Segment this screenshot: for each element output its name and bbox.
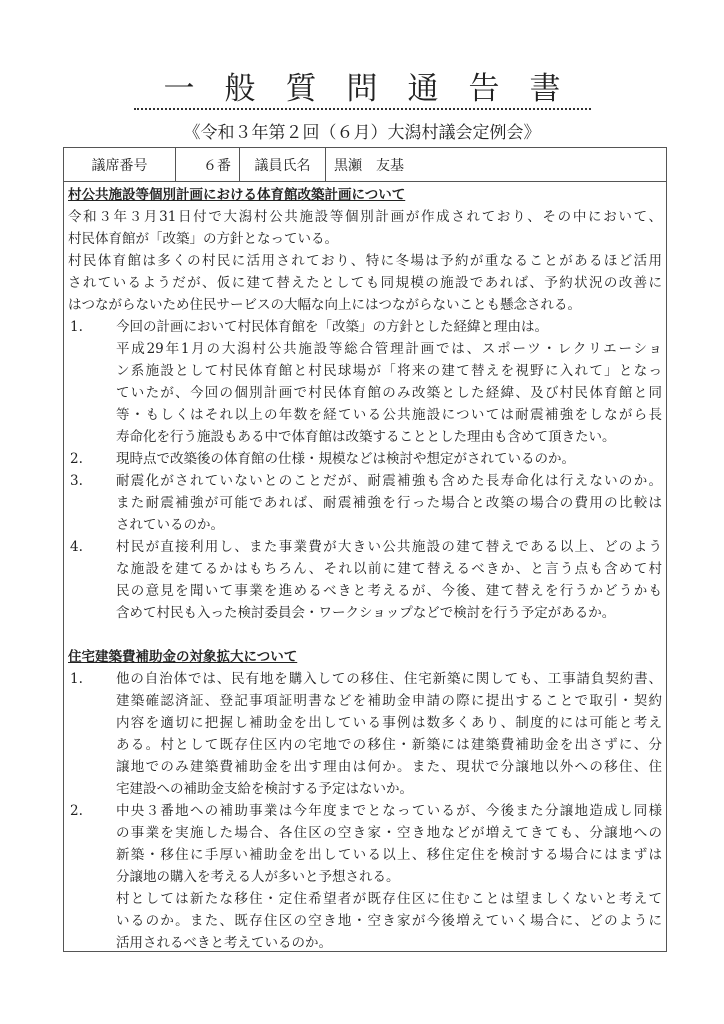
text-line: 民の意見を聞いて事業を進めるべきと考えるが、今後、建て替えを行うかどうかも [116, 583, 662, 599]
text-line: 他の自治体では、民有地を購入しての移住、住宅新築に関しても、工事請負契約書、 [116, 671, 662, 687]
text-line: 中央３番地への補助事業は今年度までとなっているが、今後また分譲地造成し同様 [116, 803, 662, 819]
document-title-text: 一般質問通告書 [134, 70, 591, 110]
seat-number-label: 議席番号 [64, 148, 176, 181]
text-line: 令和３年３月31日付で大潟村公共施設等個別計画が作成されており、その中において、 [68, 209, 662, 225]
text-line: 譲地でのみ建築費補助金を出す理由は何か。また、現状で分譲地以外への移住、住 [116, 759, 662, 775]
text-line: ある。村として既存住区内の宅地での移住・新築には建築費補助金を出さずに、分 [116, 737, 662, 753]
item-supplement [116, 338, 662, 448]
text-line: されているのか。 [116, 517, 224, 533]
text-line: ン系施設として村民体育館と村民球場が「将来の建て替えを視野に入れて」となっ [116, 363, 662, 379]
document-title [0, 70, 724, 110]
question-item [68, 448, 662, 470]
text-line: ていたが、今回の個別計画で村民体育館のみ改築とした経緯、及び村民体育館と同 [116, 385, 662, 401]
item-text [116, 800, 662, 954]
text-line: 耐震化がされていないとのことだが、耐震補強も含めた長寿命化は行えないのか。 [116, 473, 662, 489]
text-line: の事業を実施した場合、各住区の空き家・空き地などが増えてきても、分譲地への [116, 825, 662, 841]
member-name-value: 黒瀬 友基 [334, 157, 404, 174]
question-body [64, 182, 666, 954]
text-line: 等・もしくはそれ以上の年数を経ている公共施設については耐震補強をしながら長 [116, 407, 662, 423]
text-line: 内容を適切に把握し補助金を出している事例は数多くあり、制度的には可能と考え [116, 715, 662, 731]
text-line: 平成29年1月の大潟村公共施設等総合管理計画では、スポーツ・レクリエーショ [116, 341, 662, 357]
text-line: 建築確認済証、登記事項証明書などを補助金申請の際に提出することで取引・契約 [116, 693, 662, 709]
section-gap [68, 624, 662, 646]
text-line: な施設を建てるかはもちろん、それ以前に建て替えるべきか、と言う点も含めて村 [116, 561, 662, 577]
item-number: 2. [70, 803, 83, 819]
item-number: 4. [70, 539, 83, 555]
notice-table [63, 147, 667, 952]
item-text [116, 668, 662, 800]
item-number: 1. [70, 671, 83, 687]
paragraph [68, 206, 662, 250]
text-line: 村民体育館が「改築」の方針となっている。 [68, 231, 338, 247]
item-text [116, 316, 662, 448]
item-text [116, 536, 662, 624]
question-section [68, 646, 662, 954]
paragraph [68, 250, 662, 316]
text-line: いるのか。また、既存住区の空き地・空き家が今後増えていく場合に、どのように [116, 913, 662, 929]
question-item [68, 668, 662, 800]
item-supplement [116, 888, 662, 954]
text-line: 村民が直接利用し、また事業費が大きい公共施設の建て替えである以上、どのよう [116, 539, 662, 555]
question-section [68, 184, 662, 624]
question-item [68, 316, 662, 448]
item-number: 1. [70, 319, 83, 335]
text-line: されているようだが、仮に建て替えたとしても同規模の施設であれば、予約状況の改善に [68, 275, 662, 291]
text-line: 分譲地の購入を考える人が多いと予想される。 [116, 869, 400, 885]
member-name-label: 議員氏名 [240, 148, 326, 181]
item-number: 2. [70, 451, 83, 467]
member-info-row [64, 148, 666, 182]
text-line: 宅建設への補助金支給を検討する予定はないか。 [116, 781, 413, 797]
question-item [68, 470, 662, 536]
section-heading: 住宅建築費補助金の対象拡大について [68, 649, 298, 665]
item-text [116, 448, 662, 470]
text-line: 活用されるべきと考えているのか。 [116, 935, 332, 951]
text-line: 今回の計画において村民体育館を「改築」の方針とした経緯と理由は。 [116, 319, 548, 335]
text-line: 村民体育館は多くの村民に活用されており、特に冬場は予約が重なることがあるほど活用 [68, 253, 662, 269]
text-line: 含めて村民も入った検討委員会・ワークショップなどで検討を行う予定があるか。 [116, 605, 616, 621]
question-item [68, 536, 662, 624]
seat-number-value: ６番 [176, 148, 240, 181]
text-line: 寿命化を行う施設もある中で体育館は改築することとした理由も含めて頂きたい。 [116, 429, 616, 445]
text-line: 新築・移住に手厚い補助金を出している以上、移住定住を検討する場合にはまずは [116, 847, 662, 863]
document-subtitle: 《令和３年第２回（６月）大潟村議会定例会》 [183, 123, 541, 143]
question-item [68, 800, 662, 954]
text-line: 現時点で改築後の体育館の仕様・規模などは検討や想定がされているのか。 [116, 451, 575, 467]
text-line: また耐震補強が可能であれば、耐震補強を行った場合と改築の場合の費用の比較は [116, 495, 662, 511]
section-heading: 村公共施設等個別計画における体育館改築計画について [68, 187, 406, 203]
item-text [116, 470, 662, 536]
text-line: 村としては新たな移住・定住希望者が既存住区に住むことは望ましくないと考えて [116, 891, 662, 907]
text-line: はつながらないため住民サービスの大幅な向上にはつながらないことも懸念される。 [68, 297, 581, 313]
item-number: 3. [70, 473, 83, 489]
